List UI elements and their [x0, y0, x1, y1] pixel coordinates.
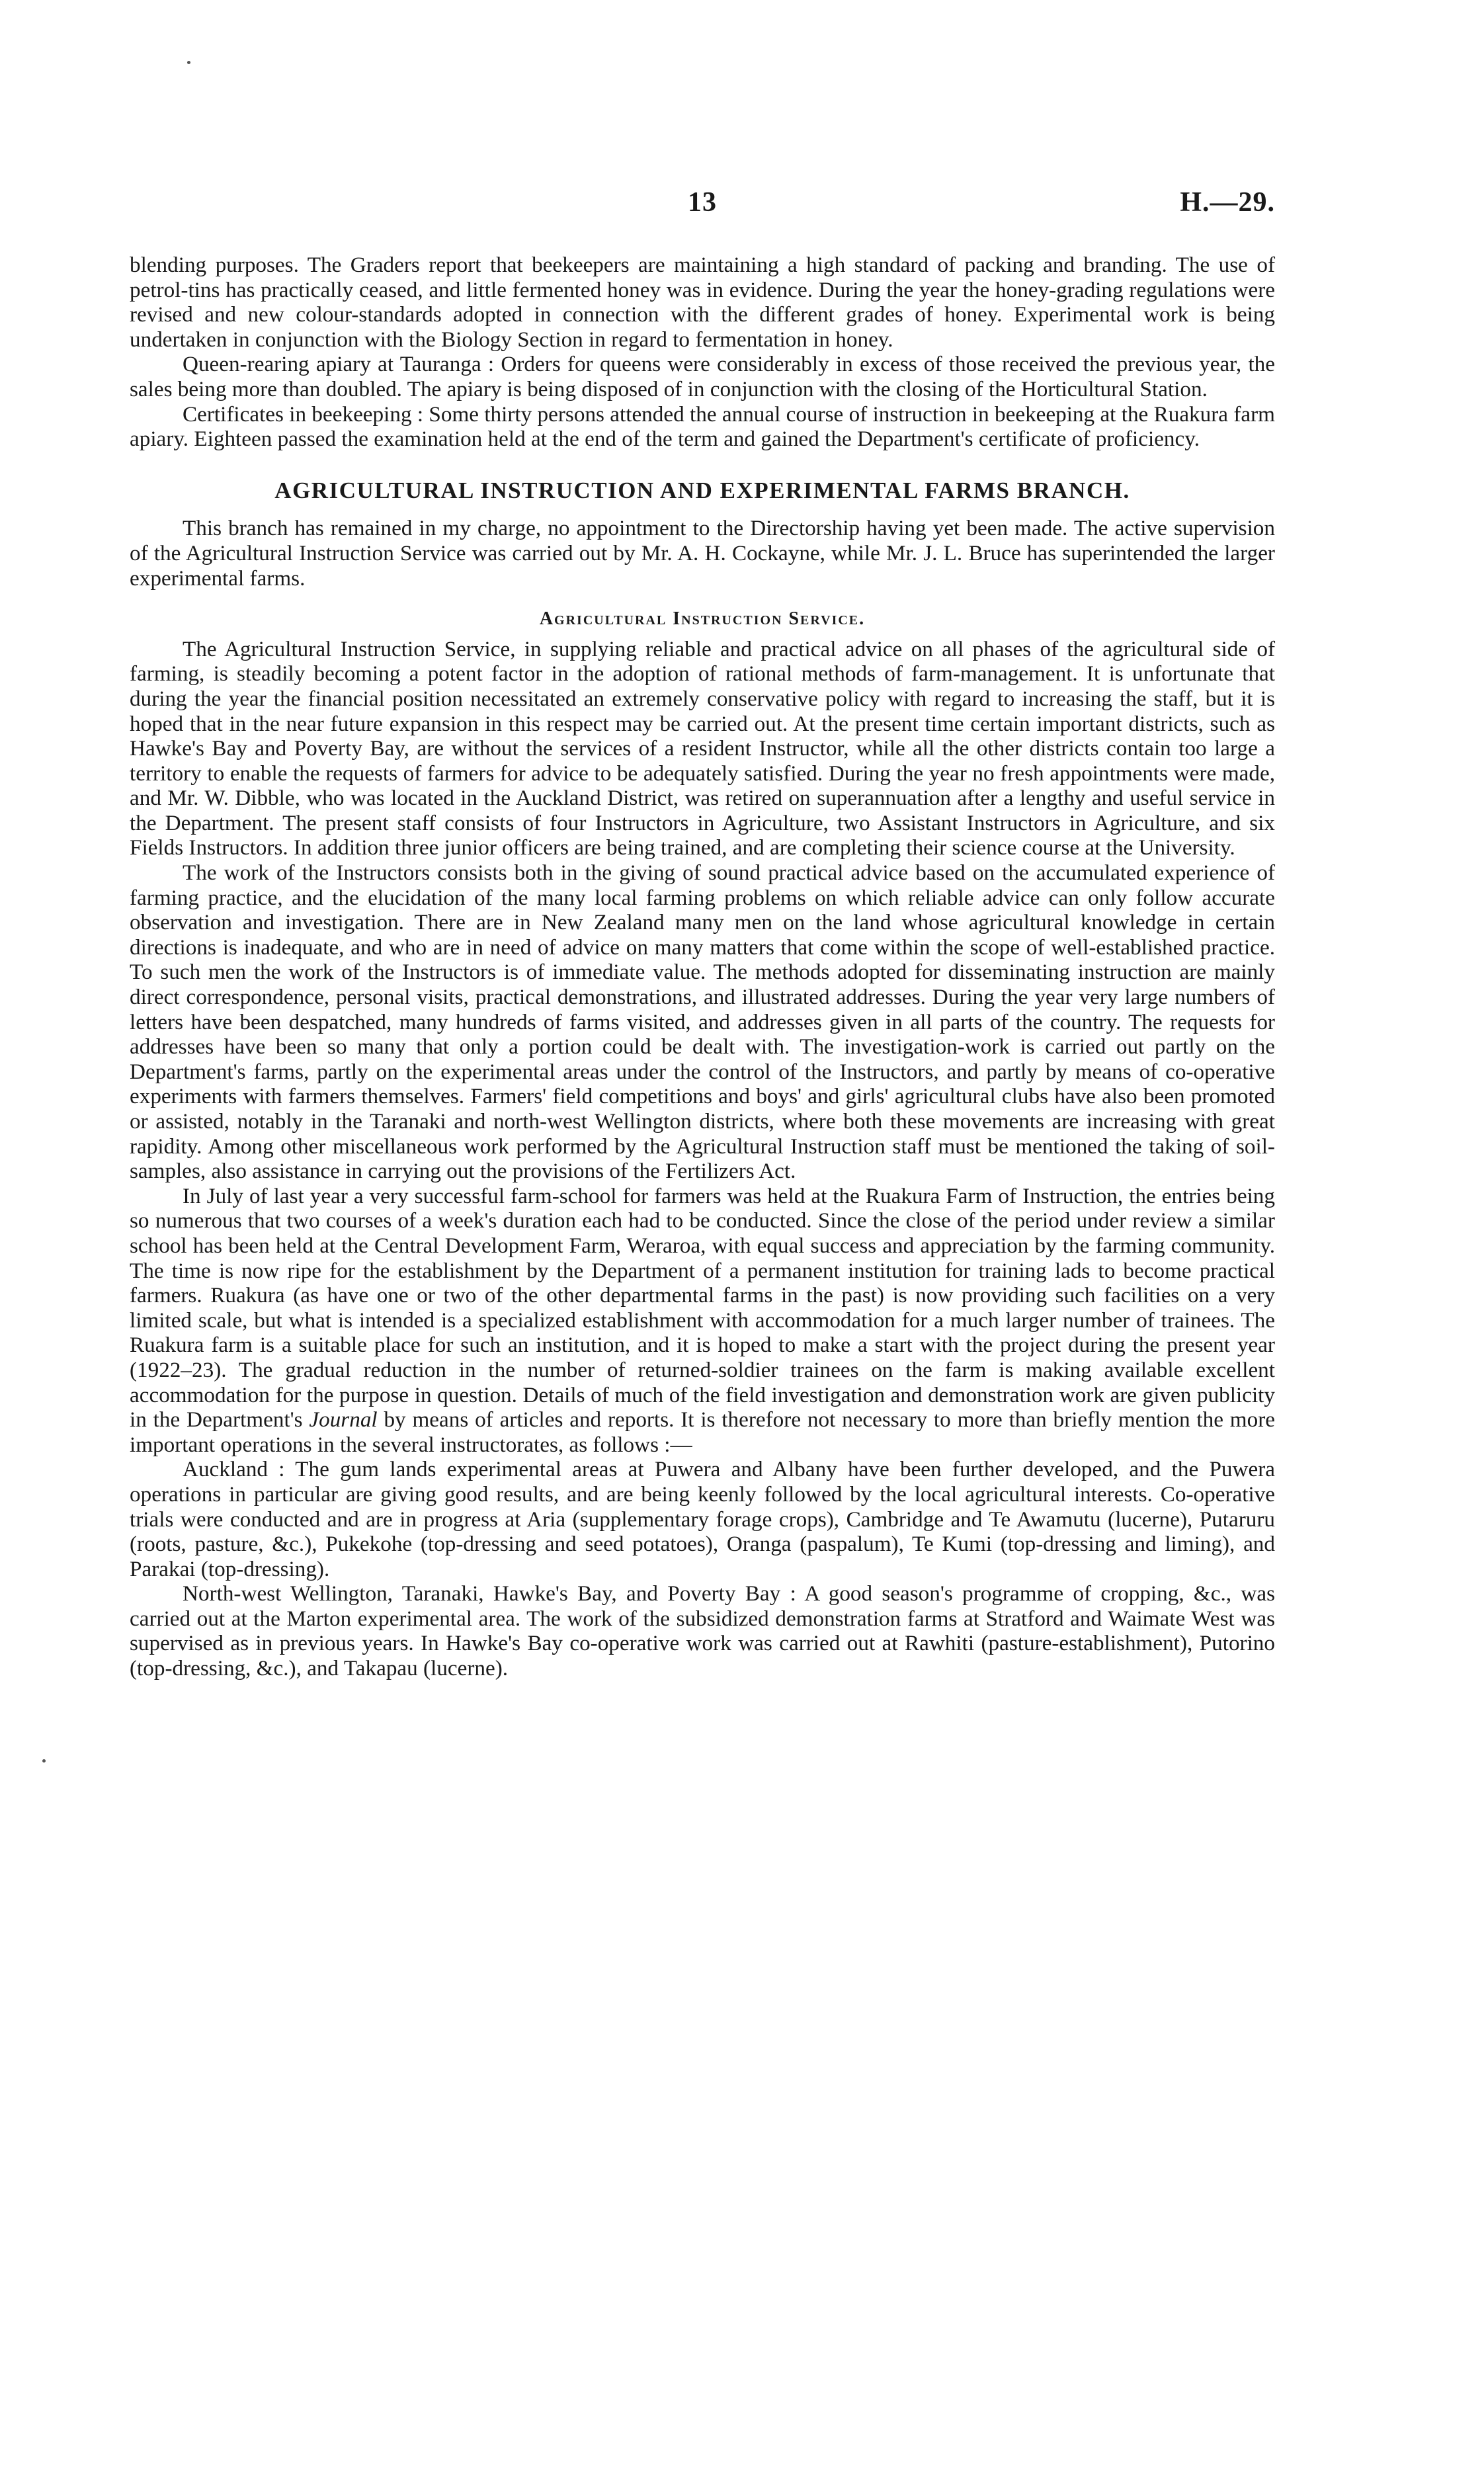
paragraph-farm-school [130, 1184, 1275, 1458]
journal-title: Journal [309, 1407, 378, 1433]
section-heading: AGRICULTURAL INSTRUCTION AND EXPERIMENTAL FARMS BRANCH. [274, 477, 1130, 503]
paragraph-certificates: Certificates in beekeeping : Some thirty persons attended the annual course of instruction in beekeeping at the Ruakura farm apiary. Eighteen passed the examination held at the end of the term and gained the Department's certificate of proficiency. [130, 401, 1275, 452]
farm-school-text: In July of last year a very successful farm-school for farmers was held at the Ruakura Farm of Instruction, the entries being so numerous that two courses of a week's duration each had to be conducted. Since the close of the period under review a similar school has been held at the Central Development Farm, Weraroa, with equal success and appreciation by the farming community. The time is now ripe for the establishment by the Department of a permanent institution for training lads to become practical farmers. Ruakura (as have one or two of the other departmental farms in the past) is now providing such facilities on a very limited scale, but what is intended is a specialized establishment with accommodation for a much larger number of trainees. The Ruakura farm is a suitable place for such an institution, and it is hoped to make a start with the project during the present year (1922–23). The gradual reduction in the number of returned-soldier trainees on the farm is making available excellent accommodation for the purpose in question. Details of much of the field investigation and demonstration work are given publicity in the Department's [130, 1183, 1275, 1433]
body-text [130, 253, 1275, 1681]
scan-speck [187, 61, 190, 64]
page-header [130, 187, 1275, 233]
paragraph-honey-grading: blending purposes. The Graders report that beekeepers are maintaining a high standard of packing and branding. The use of petrol-tins has practically ceased, and little fermented honey was in evidence. During the year the honey-grading regulations were revised and new colour-standards adopted in connection with the different grades of honey. Experimental work is being undertaken in conjunction with the Biology Section in regard to fermentation in honey. [130, 253, 1275, 352]
page-number: 13 [688, 187, 717, 218]
paragraph-instructors-work: The work of the Instructors consists both in the giving of sound practical advice based on the accumulated experience of farming practice, and the elucidation of the many local farming problems on which reliable advice can only follow accurate observation and investigation. There are in New Zealand many men on the land whose agricultural knowledge in certain directions is inadequate, and who are in need of advice on many matters that come within the scope of well-established practice. To such men the work of the Instructors is of immediate value. The methods adopted for disseminating instruction are mainly direct correspondence, personal visits, practical demonstrations, and illustrated addresses. During the year very large numbers of letters have been despatched, many hundreds of farms visited, and addresses given in all parts of the country. The requests for addresses have been so many that only a portion could be dealt with. The investigation-work is carried out partly on the Department's farms, partly on the experimental areas under the control of the Instructors, and partly by means of co-operative experiments with farmers themselves. Farmers' field competitions and boys' and girls' agricultural clubs have also been promoted or assisted, notably in the Taranaki and north-west Wellington districts, where both these movements are increasing with great rapidity. Among other miscellaneous work performed by the Agricultural Instruction staff must be mentioned the taking of soil-samples, also assistance in carrying out the provisions of the Fertilizers Act. [130, 860, 1275, 1184]
subsection-heading: Agricultural Instruction Service. [539, 608, 866, 630]
paragraph-queen-rearing: Queen-rearing apiary at Tauranga : Orders for queens were considerably in excess of those received the previous year, the sales being more than doubled. The apiary is being disposed of in conjunction with the closing of the Horticultural Station. [130, 352, 1275, 401]
paragraph-instruction-service: The Agricultural Instruction Service, in supplying reliable and practical advice on all phases of the agricultural side of farming, is steadily becoming a potent factor in the adoption of rational methods of farm-management. It is unfortunate that during the year the financial position necessitated an extremely conservative policy with regard to increasing the staff, but it is hoped that in the near future expansion in this respect may be carried out. At the present time certain important districts, such as Hawke's Bay and Poverty Bay, are without the services of a resident Instructor, while all the other districts contain too large a territory to enable the requests of farmers for advice to be adequately satisfied. During the year no fresh appointments were made, and Mr. W. Dibble, who was located in the Auckland District, was retired on superannuation after a lengthy and useful service in the Department. The present staff consists of four Instructors in Agriculture, two Assistant Instructors in Agriculture, and six Fields Instructors. In addition three junior officers are being trained, and are completing their science course at the University. [130, 636, 1275, 860]
document-reference: H.—29. [1180, 187, 1275, 218]
paragraph-north-west-wellington: North-west Wellington, Taranaki, Hawke's Bay, and Poverty Bay : A good season's programme of cropping, &c., was carried out at the Marton experimental area. The work of the subsidized demonstration farms at Stratford and Waimate West was supervised as in previous years. In Hawke's Bay co-operative work was carried out at Rawhiti (pasture-establishment), Putorino (top-dressing, &c.), and Takapau (lucerne). [130, 1581, 1275, 1681]
paragraph-auckland: Auckland : The gum lands experimental areas at Puwera and Albany have been further developed, and the Puwera operations in particular are giving good results, and are being keenly followed by the local agricultural interests. Co-operative trials were conducted and are in progress at Aria (supplementary forage crops), Cambridge and Te Awamutu (lucerne), Putaruru (roots, pasture, &c.), Pukekohe (top-dressing and seed potatoes), Oranga (paspalum), Te Kumi (top-dressing and liming), and Parakai (top-dressing). [130, 1457, 1275, 1581]
farm-school-text-end: by means of articles and reports. It is therefore not necessary to more than briefly mention the more important operations in the several instructorates, as follows :— [130, 1407, 1275, 1457]
scan-speck [42, 1759, 46, 1763]
paragraph-branch-intro: This branch has remained in my charge, no appointment to the Directorship having yet been made. The active supervision of the Agricultural Instruction Service was carried out by Mr. A. H. Cockayne, while Mr. J. L. Bruce has superintended the larger experimental farms. [130, 516, 1275, 591]
